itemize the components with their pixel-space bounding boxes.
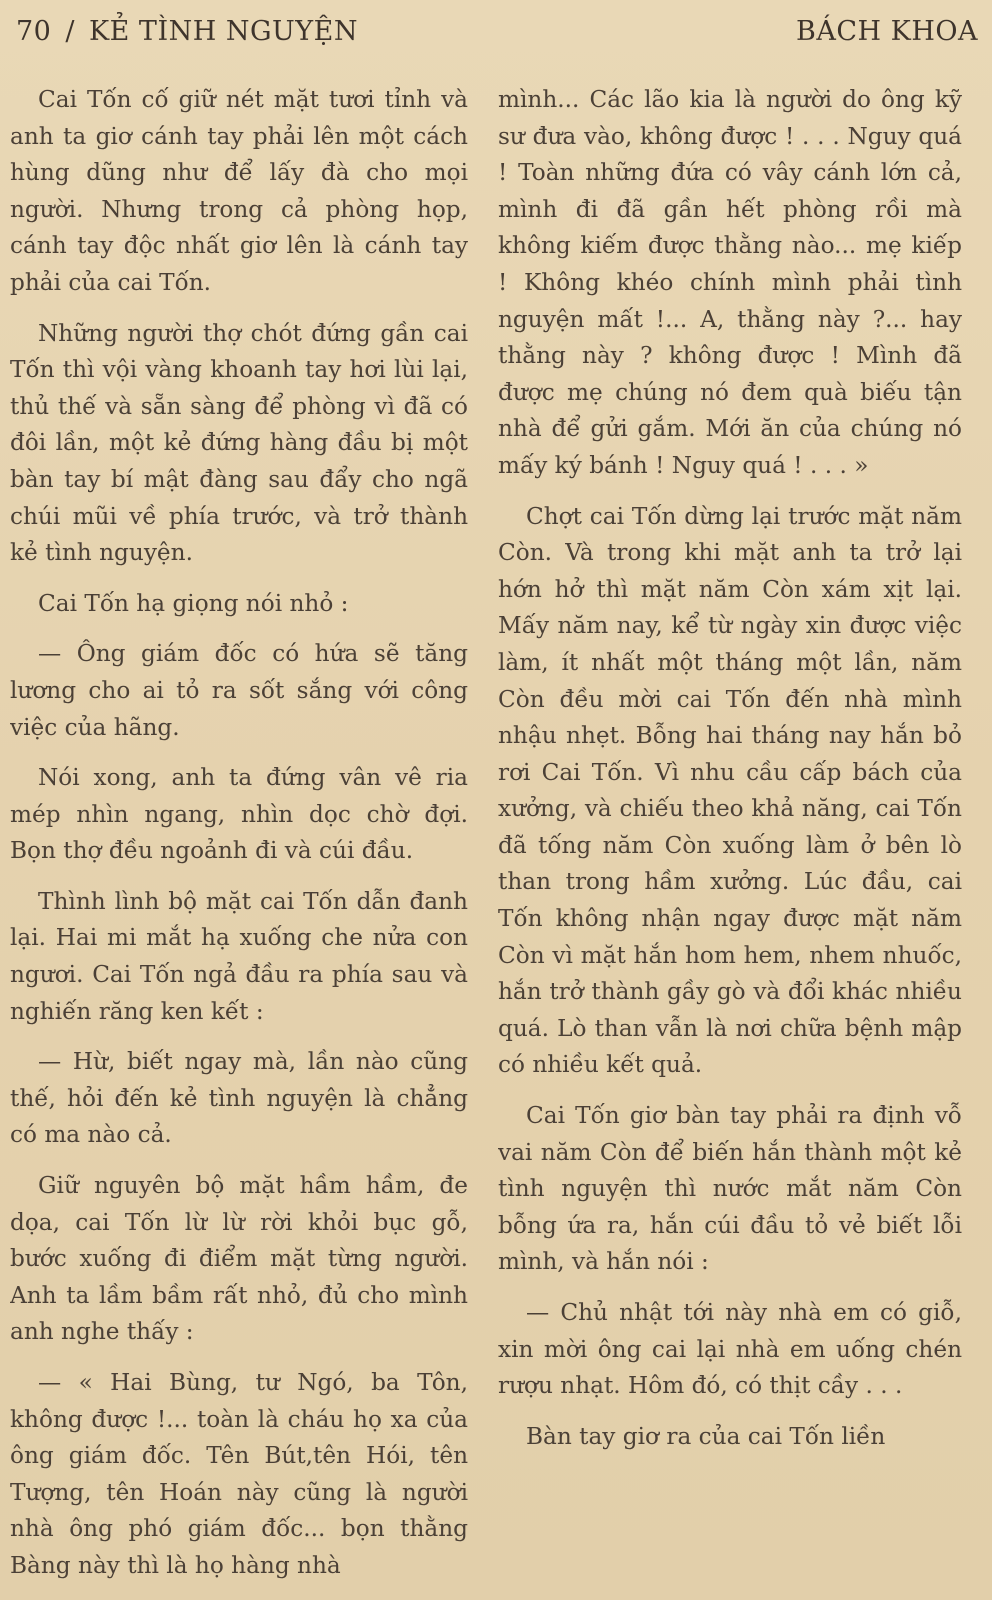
paragraph-continued: mình... Các lão kia là người do ông kỹ sư đưa vào, không được ! . . . Nguy quá ! Toàn những đứa có vây cánh lớn cả, mình đi đã gần hết phòng rồi mà không kiếm được thằng nào... mẹ kiếp ! Không khéo chính mình phải tình nguyện mất !... A, thằng này ?... hay thằng này ? không được ! Mình đã được mẹ chúng nó đem quà biếu tận nhà để gửi gắm. Mới ăn của chúng nó mấy ký bánh ! Nguy quá ! . . . » xyxy=(498,86,962,479)
page-number: 70 xyxy=(16,16,52,47)
paragraph: Thình lình bộ mặt cai Tốn dẫn đanh lại. Hai mi mắt hạ xuống che nửa con ngươi. Cai Tốn ngả đầu ra phía sau và nghiến răng ken kết : xyxy=(10,887,468,1025)
article-title: KẺ TÌNH NGUYỆN xyxy=(88,16,358,47)
header-separator: / xyxy=(65,16,75,47)
paragraph: — Ông giám đốc có hứa sẽ tăng lương cho ai tỏ ra sốt sắng với công việc của hãng. xyxy=(10,640,468,741)
paragraph: Nói xong, anh ta đứng vân vê ria mép nhìn ngang, nhìn dọc chờ đợi. Bọn thợ đều ngoảnh đi và cúi đầu. xyxy=(10,764,468,865)
magazine-name: BÁCH KHOA xyxy=(796,16,978,47)
paragraph: Cai Tốn giơ bàn tay phải ra định vỗ vai năm Còn để biến hắn thành một kẻ tình nguyện thì nước mắt năm Còn bỗng ứa ra, hắn cúi đầu tỏ vẻ biết lỗi mình, và hắn nói : xyxy=(498,1102,962,1276)
paragraph: Cai Tốn cố giữ nét mặt tươi tỉnh và anh ta giơ cánh tay phải lên một cách hùng dũng như để lấy đà cho mọi người. Nhưng trong cả phòng họp, cánh tay độc nhất giơ lên là cánh tay phải của cai Tốn. xyxy=(10,86,468,296)
page-header xyxy=(16,16,978,56)
paragraph: — Chủ nhật tới này nhà em có giỗ, xin mời ông cai lại nhà em uống chén rượu nhạt. Hôm đó, có thịt cầy . . . xyxy=(498,1299,962,1400)
paragraph: Cai Tốn hạ giọng nói nhỏ : xyxy=(38,589,349,617)
left-text-column xyxy=(10,82,468,1600)
paragraph: Những người thợ chót đứng gần cai Tốn thì vội vàng khoanh tay hơi lùi lại, thủ thế và sẵn sàng để phòng vì đã có đôi lần, một kẻ đứng hàng đầu bị một bàn tay bí mật đàng sau đẩy cho ngã chúi mũi về phía trước, và trở thành kẻ tình nguyện. xyxy=(10,319,468,567)
paragraph: Giữ nguyên bộ mặt hầm hầm, đe dọa, cai Tốn lừ lừ rời khỏi bục gỗ, bước xuống đi điểm mặt từng người. Anh ta lầm bầm rất nhỏ, đủ cho mình anh nghe thấy : xyxy=(10,1172,468,1346)
paragraph: — « Hai Bùng, tư Ngó, ba Tôn, không được !... toàn là cháu họ xa của ông giám đốc. Tên Bút,tên Hói, tên Tượng, tên Hoán này cũng là người nhà ông phó giám đốc... bọn thằng Bàng này thì là họ hàng nhà xyxy=(10,1369,468,1579)
header-left xyxy=(16,16,358,47)
paragraph: Chợt cai Tốn dừng lại trước mặt năm Còn. Và trong khi mặt anh ta trở lại hớn hở thì mặt năm Còn xám xịt lại. Mấy năm nay, kể từ ngày xin được việc làm, ít nhất một tháng một lần, năm Còn đều mời cai Tốn đến nhà mình nhậu nhẹt. Bỗng hai tháng nay hắn bỏ rơi Cai Tốn. Vì nhu cầu cấp bách của xưởng, và chiếu theo khả năng, cai Tốn đã tống năm Còn xuống làm ở bên lò than trong hầm xưởng. Lúc đầu, cai Tốn không nhận ngay được mặt năm Còn vì mặt hắn hom hem, nhem nhuốc, hắn trở thành gầy gò và đổi khác nhiều quá. Lò than vẫn là nơi chữa bệnh mập có nhiều kết quả. xyxy=(498,502,962,1079)
right-text-column xyxy=(498,82,962,1600)
paragraph: Bàn tay giơ ra của cai Tốn liền xyxy=(526,1422,886,1450)
paragraph: — Hừ, biết ngay mà, lần nào cũng thế, hỏi đến kẻ tình nguyện là chẳng có ma nào cả. xyxy=(10,1048,468,1149)
